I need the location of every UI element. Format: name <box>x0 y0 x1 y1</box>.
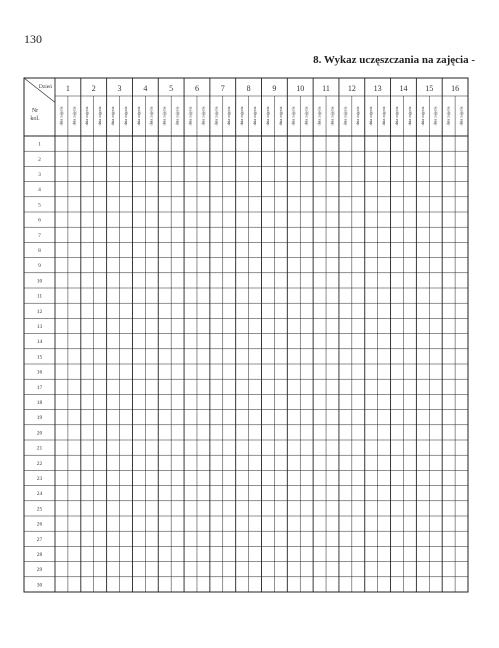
row-number: 20 <box>36 430 43 437</box>
row-number: 8 <box>38 248 41 254</box>
sub-column-label: data zajęcia <box>239 106 245 126</box>
row-number: 25 <box>36 506 43 513</box>
day-number: 8 <box>246 84 251 93</box>
sub-column-label: data zajęcia <box>419 106 425 126</box>
row-number: 4 <box>38 187 41 194</box>
row-number: 16 <box>36 369 43 376</box>
row-number: 13 <box>36 324 43 330</box>
row-number: 5 <box>38 202 41 209</box>
row-number: 3 <box>38 172 41 178</box>
sub-column-label: data zajęcia <box>381 106 387 126</box>
sub-column-label: data zajęcia <box>355 106 361 126</box>
sub-column-label: data zajęcia <box>251 106 257 126</box>
row-number: 30 <box>36 582 43 589</box>
sub-column-label: data zajęcia <box>368 106 374 126</box>
day-number: 14 <box>399 84 408 93</box>
day-number: 1 <box>65 84 70 93</box>
sub-column-label: data zajęcia <box>406 106 412 126</box>
sub-column-label: data zajęcia <box>71 106 77 126</box>
sub-column-label: data zajęcia <box>135 106 141 126</box>
page-number: 130 <box>24 32 42 46</box>
sub-column-label: data zajęcia <box>303 106 309 126</box>
sub-column-label: data zajęcia <box>393 106 399 126</box>
day-number: 13 <box>373 84 382 93</box>
corner-label-day: Dzień <box>38 84 52 90</box>
sub-column-label: data zajęcia <box>174 106 180 126</box>
day-number: 16 <box>451 84 460 93</box>
sub-column-label: data zajęcia <box>316 106 322 126</box>
day-number: 5 <box>169 84 174 93</box>
row-number: 10 <box>36 278 43 285</box>
row-number: 27 <box>36 536 43 543</box>
row-number: 12 <box>36 308 43 315</box>
sub-column-label: data zajęcia <box>161 106 167 126</box>
day-number: 9 <box>272 84 277 93</box>
sub-column-label: data zajęcia <box>342 106 348 126</box>
attendance-grid <box>24 78 468 592</box>
row-number: 7 <box>38 232 41 239</box>
day-number: 15 <box>425 84 434 93</box>
row-number: 2 <box>38 156 41 163</box>
row-number: 15 <box>36 354 43 361</box>
corner-diagonal <box>24 78 55 102</box>
row-number: 23 <box>36 476 43 482</box>
page-heading: 8. Wykaz uczęszczania na zajęcia - <box>313 54 475 66</box>
day-number: 3 <box>117 84 122 93</box>
day-number: 7 <box>220 84 225 93</box>
day-number: 11 <box>322 84 330 93</box>
table-border <box>24 78 468 592</box>
day-number: 2 <box>91 84 96 93</box>
sub-column-label: data zajęcia <box>148 106 154 126</box>
row-number: 28 <box>36 552 43 558</box>
row-number: 14 <box>36 339 43 346</box>
day-number: 12 <box>347 84 356 93</box>
corner-label-nr: Nr <box>31 108 39 114</box>
row-number: 26 <box>36 521 43 528</box>
sub-column-label: data zajęcia <box>213 106 219 126</box>
day-number: 10 <box>296 84 305 93</box>
sub-column-label: data zajęcia <box>187 106 193 126</box>
day-number: 4 <box>143 84 148 93</box>
sub-column-label: data zajęcia <box>277 106 283 126</box>
row-number: 18 <box>36 400 43 406</box>
sub-column-label: data zajęcia <box>110 106 115 126</box>
row-number: 1 <box>38 141 41 148</box>
sub-column-label: data zajęcia <box>290 106 296 126</box>
sub-column-label: data zajęcia <box>122 106 128 126</box>
row-number: 29 <box>36 567 43 574</box>
sub-column-label: data zajęcia <box>458 106 464 126</box>
sub-column-label: data zajęcia <box>329 106 335 126</box>
row-number: 21 <box>36 445 43 452</box>
sub-column-label: data zajęcia <box>264 106 270 126</box>
day-number: 6 <box>194 84 199 93</box>
row-number: 6 <box>38 217 41 224</box>
row-number: 22 <box>36 460 43 467</box>
sub-column-label: data zajęcia <box>226 106 232 126</box>
sub-column-label: data zajęcia <box>445 106 451 126</box>
row-number: 19 <box>36 415 43 422</box>
sub-column-label: data zajęcia <box>200 106 206 126</box>
row-number: 11 <box>36 293 43 300</box>
sub-column-label: data zajęcia <box>58 106 64 126</box>
row-number: 17 <box>36 384 43 391</box>
corner-label-kol: kol. <box>30 116 40 122</box>
row-number: 9 <box>38 263 41 270</box>
sub-column-label: data zajęcia <box>97 106 103 126</box>
sub-column-label: data zajęcia <box>84 106 90 126</box>
row-number: 24 <box>36 491 43 498</box>
sub-column-label: data zajęcia <box>432 106 438 126</box>
attendance-table <box>24 78 468 592</box>
